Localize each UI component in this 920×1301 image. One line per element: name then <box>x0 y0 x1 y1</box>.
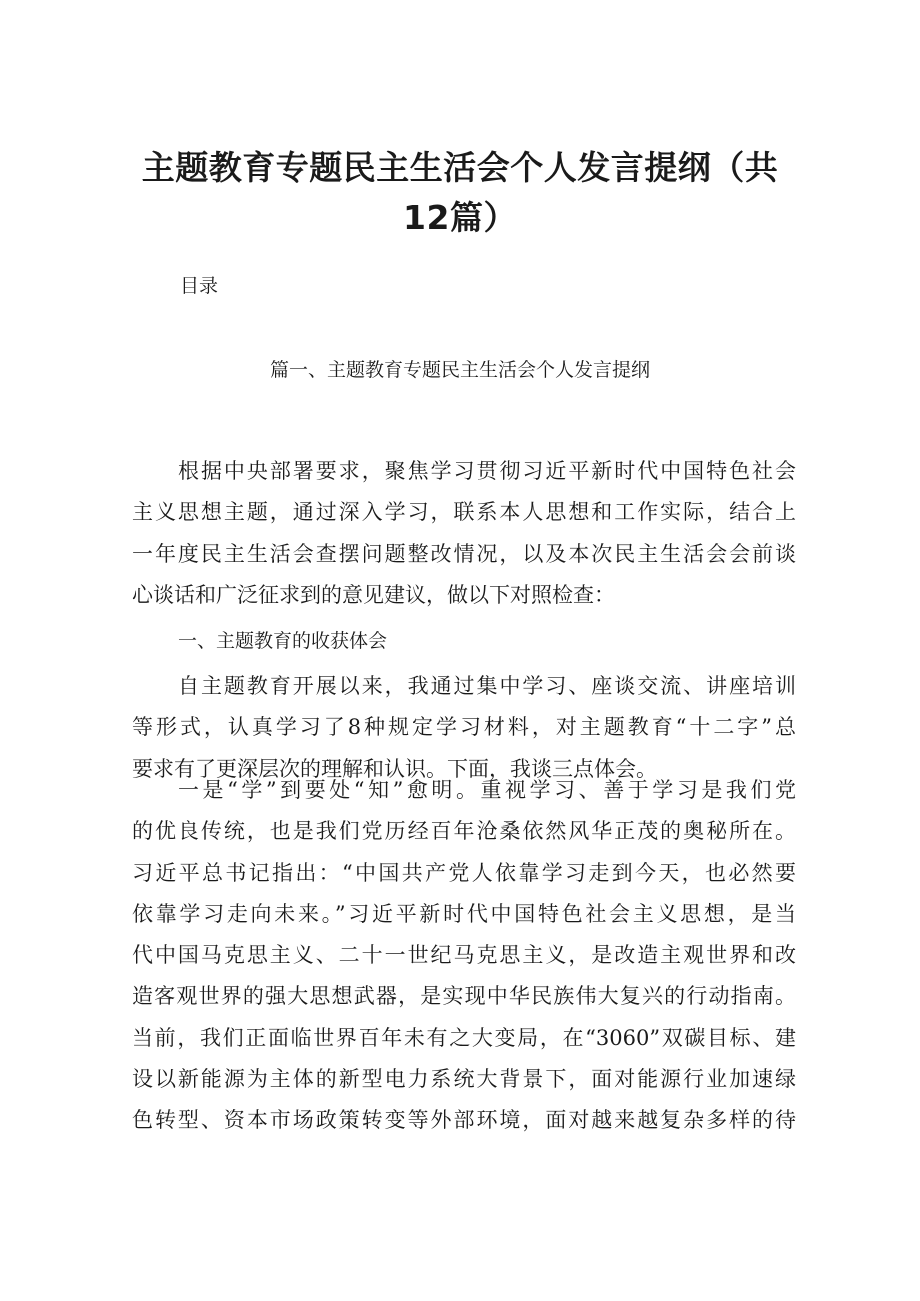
paragraph-intro <box>132 451 796 616</box>
toc-label: 目录 <box>180 275 219 297</box>
paragraph-point-one <box>132 770 796 1142</box>
paragraph-line: 当前，我们正面临世界百年未有之大变局，在“3060”双碳目标、建 <box>132 1025 796 1050</box>
title-line-2: 12篇） <box>403 198 517 237</box>
paragraph-line: 造客观世界的强大思想武器，是实现中华民族伟大复兴的行动指南。 <box>132 984 796 1009</box>
paragraph-line: 要求有了更深层次的理解和认识。下面，我谈三点体会。 <box>132 756 657 781</box>
paragraph-line: 自主题教育开展以来，我通过集中学习、座谈交流、讲座培训 <box>178 674 796 698</box>
title-line-1: 主题教育专题民主生活会个人发言提纲（共 <box>141 148 779 187</box>
paragraph-line: 一年度民主生活会查摆问题整改情况，以及本次民主生活会会前谈 <box>132 541 796 566</box>
toc-item: 篇一、主题教育专题民主生活会个人发言提纲 <box>269 359 650 381</box>
paragraph-line: 的优良传统，也是我们党历经百年沧桑依然风华正茂的奥秘所在。 <box>132 819 796 844</box>
document-title <box>130 143 790 243</box>
paragraph-line: 色转型、资本市场政策转变等外部环境，面对越来越复杂多样的待 <box>132 1108 796 1133</box>
paragraph-line: 主义思想主题，通过深入学习，联系本人思想和工作实际，结合上 <box>132 500 796 525</box>
paragraph-line: 习近平总书记指出：“中国共产党人依靠学习走到今天，也必然要 <box>132 860 796 885</box>
paragraph-line: 设以新能源为主体的新型电力系统大背景下，面对能源行业加速绿 <box>132 1067 796 1092</box>
paragraph-line: 代中国马克思主义、二十一世纪马克思主义，是改造主观世界和改 <box>132 943 796 968</box>
paragraph-line: 根据中央部署要求，聚焦学习贯彻习近平新时代中国特色社会 <box>178 459 796 483</box>
paragraph-line: 心谈话和广泛征求到的意见建议，做以下对照检查： <box>132 582 615 607</box>
paragraph-line: 一是“学”到要处“知”愈明。重视学习、善于学习是我们党 <box>178 778 796 802</box>
section-heading: 一、主题教育的收获体会 <box>178 630 388 652</box>
paragraph-line: 依靠学习走向未来。”习近平新时代中国特色社会主义思想，是当 <box>132 901 796 926</box>
paragraph-line: 等形式，认真学习了8种规定学习材料，对主题教育“十二字”总 <box>132 715 796 740</box>
